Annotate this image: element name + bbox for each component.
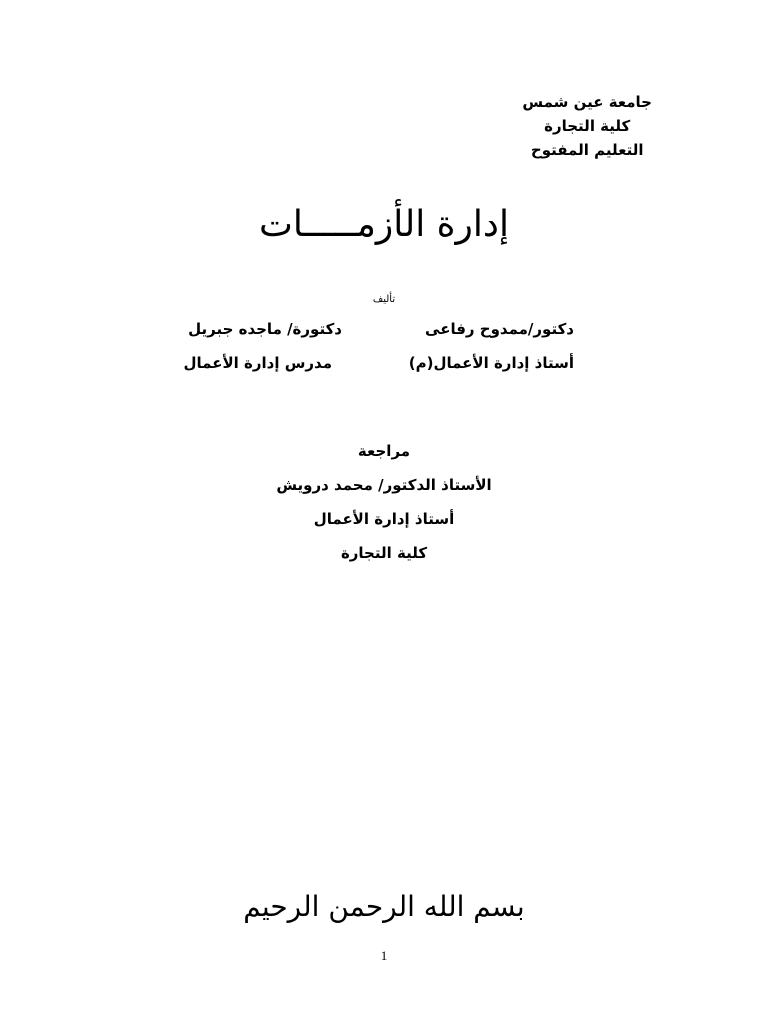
reviewer-name: الأستاذ الدكتور/ محمد درويش (276, 476, 492, 494)
reviewer-faculty: كلية التجارة (340, 544, 428, 562)
review-section (0, 434, 768, 570)
university-header (522, 90, 652, 162)
authored-by-label: تأليف (372, 294, 396, 305)
document-title: إدارة الأزمـــــات (259, 204, 509, 245)
review-label: مراجعة (357, 442, 411, 460)
author-1-name: دكتور/ممدوح رفاعى (425, 320, 574, 338)
reviewer-position: أستاذ إدارة الأعمال (313, 510, 455, 528)
faculty-name: كلية التجارة (544, 117, 631, 135)
basmala: بسم الله الرحمن الرحيم (243, 890, 525, 923)
page-number: 1 (380, 948, 388, 963)
author-2-position: مدرس إدارة الأعمال (183, 354, 332, 372)
university-name: جامعة عين شمس (522, 93, 652, 111)
author-1-position: أستاذ إدارة الأعمال(م) (408, 354, 574, 372)
program-name: التعليم المفتوح (530, 141, 644, 159)
author-2-name: دكتورة/ ماجده جبريل (188, 320, 342, 338)
